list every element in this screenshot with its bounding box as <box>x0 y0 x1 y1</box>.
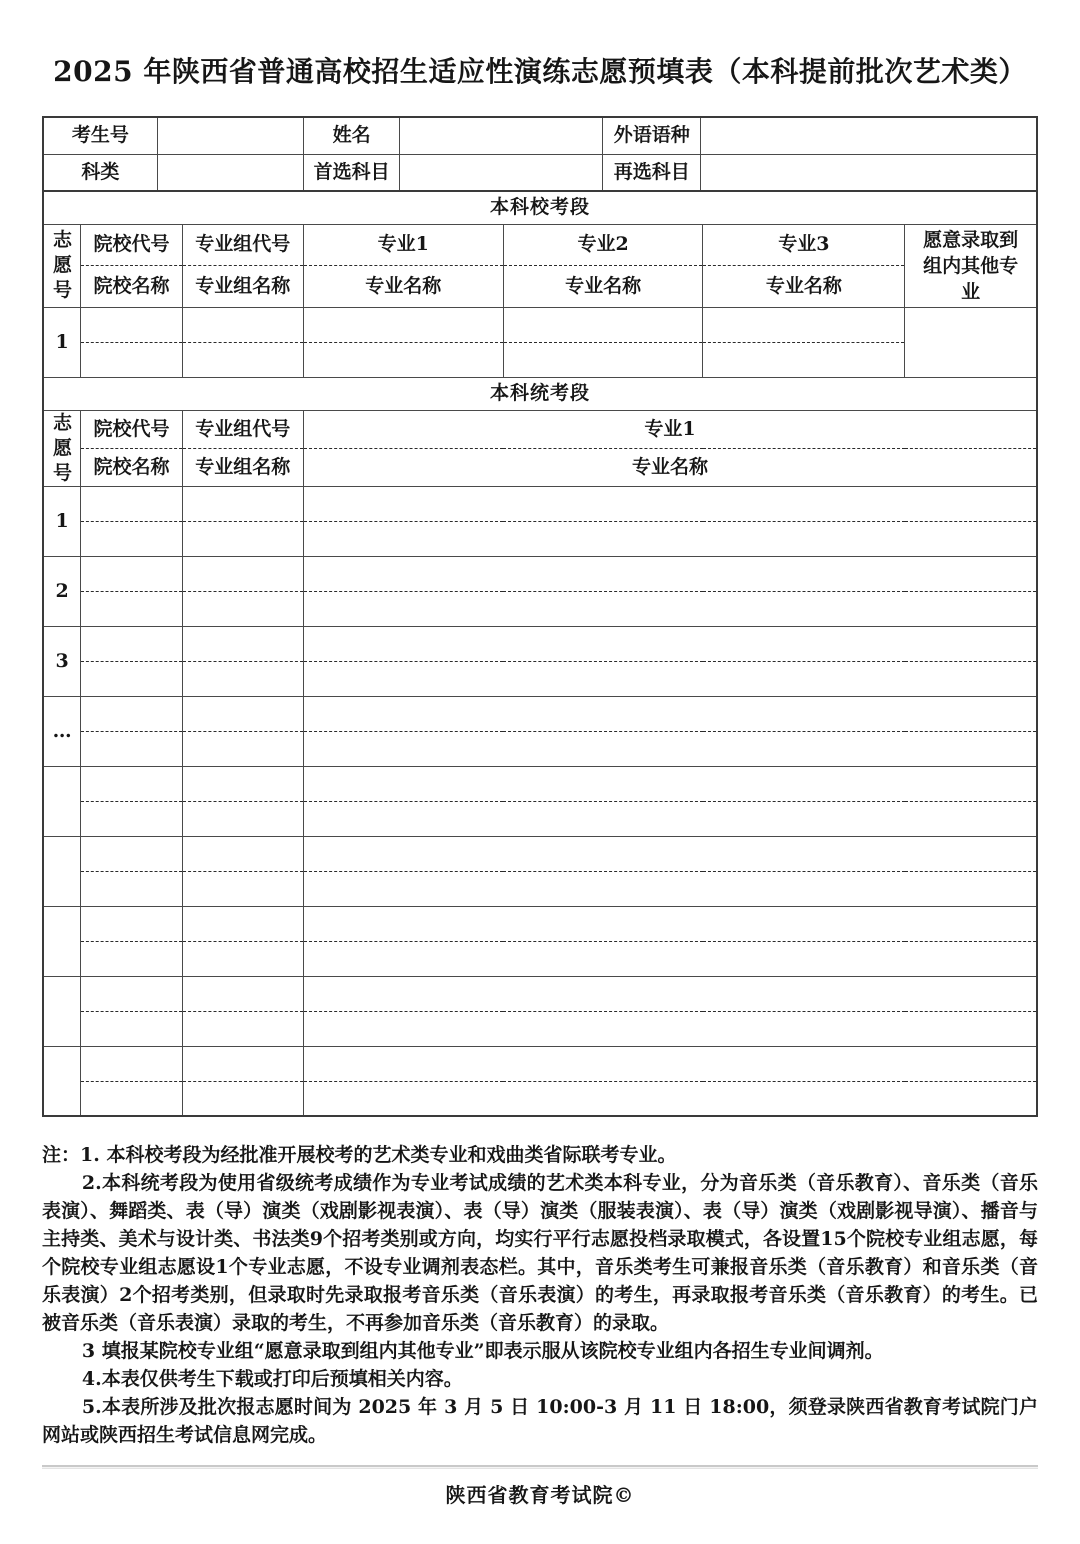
major3-name-header: 专业名称 <box>703 266 905 308</box>
college-name-header: 院校名称 <box>81 448 182 486</box>
note-line-5: 5.本表所涉及批次报志愿时间为 2025 年 3 月 5 日 10:00-3 月 11 日 18:00，须登录陕西省教育考试院门户网站或陕西招生考试信息网完成。 <box>42 1396 1038 1446</box>
note-line-2: 2.本科统考段为使用省级统考成绩作为专业考试成绩的艺术类本科专业，分为音乐类（音乐教育）、音乐类（音乐表演）、舞蹈类、表（导）演类（戏剧影视表演）、表（导）演类（服装表演）、表（导）演类（戏剧影视导演）、播音与主持类、美术与设计类、书法类9个招考类别或方向，均实行平行志愿投档录取模式，各设置15个院校专业组志愿，每个院校专业组志愿设1个专业志愿，不设专业调剂表态栏。其中，音乐类考生可兼报音乐类（音乐教育）和音乐类（音乐表演）2个招考类别，但录取时先录取报考音乐类（音乐表演）的考生，再录取报考音乐类（音乐教育）的考生。已被音乐类（音乐表演）录取的考生，不再参加音乐类（音乐教育）的录取。 <box>42 1172 1038 1334</box>
page-title: 2025 年陕西省普通高校招生适应性演练志愿预填表（本科提前批次艺术类） <box>53 55 1027 88</box>
major-group-code-cell <box>182 836 303 871</box>
major3-code-cell <box>703 307 905 342</box>
major-name-cell <box>303 661 1037 696</box>
major-group-name-cell <box>182 661 303 696</box>
name-label: 姓名 <box>303 117 399 154</box>
major-name-cell <box>303 591 1037 626</box>
major2-name-header: 专业名称 <box>503 266 703 308</box>
major-group-name-cell <box>182 342 303 377</box>
major-code-cell <box>303 626 1037 661</box>
tongkao-section-banner: 本科统考段 <box>43 377 1037 410</box>
college-code-cell <box>81 556 182 591</box>
major-group-code-header: 专业组代号 <box>182 224 303 266</box>
major1-header: 专业1 <box>303 224 503 266</box>
college-code-cell <box>81 1046 182 1081</box>
major1-code-cell <box>303 307 503 342</box>
major-code-cell <box>303 836 1037 871</box>
major1-name-cell <box>303 342 503 377</box>
major-name-header: 专业名称 <box>303 448 1037 486</box>
major-group-code-cell <box>182 626 303 661</box>
college-code-header: 院校代号 <box>81 224 182 266</box>
candidate-info-table <box>42 116 1038 192</box>
tongkao-row-label: 2 <box>43 556 81 626</box>
college-name-header: 院校名称 <box>81 266 182 308</box>
college-name-cell <box>81 871 182 906</box>
foreign-language-label: 外语语种 <box>603 117 701 154</box>
tongkao-row-label <box>43 976 81 1046</box>
subject-category-label: 科类 <box>43 154 157 191</box>
major-group-code-cell <box>182 486 303 521</box>
candidate-no-label: 考生号 <box>43 117 157 154</box>
major-code-cell <box>303 976 1037 1011</box>
college-code-header: 院校代号 <box>81 410 182 448</box>
name-value <box>400 117 603 154</box>
volunteer-no-header: 志愿号 <box>43 224 81 307</box>
major-name-cell <box>303 1011 1037 1046</box>
college-name-cell <box>81 941 182 976</box>
major-code-cell <box>303 906 1037 941</box>
volunteer-table <box>42 190 1038 1117</box>
major-name-cell <box>303 801 1037 836</box>
tongkao-row-label: … <box>43 696 81 766</box>
foreign-language-value <box>701 117 1037 154</box>
major-group-name-cell <box>182 941 303 976</box>
college-code-cell <box>81 976 182 1011</box>
college-name-cell <box>81 1081 182 1116</box>
college-name-cell <box>81 1011 182 1046</box>
major-group-name-header: 专业组名称 <box>182 448 303 486</box>
college-code-cell <box>81 766 182 801</box>
major-group-code-cell <box>182 1046 303 1081</box>
reselect-subject-value <box>701 154 1037 191</box>
major-group-code-cell <box>182 906 303 941</box>
major-name-cell <box>303 941 1037 976</box>
college-name-cell <box>81 731 182 766</box>
major-name-cell <box>303 521 1037 556</box>
major-group-name-cell <box>182 591 303 626</box>
divider-rule <box>42 1465 1038 1469</box>
subject-category-value <box>157 154 303 191</box>
major1-header: 专业1 <box>303 410 1037 448</box>
candidate-no-value <box>157 117 303 154</box>
major-group-name-cell <box>182 801 303 836</box>
college-code-cell <box>81 906 182 941</box>
major-code-cell <box>303 486 1037 521</box>
footer-copyright: 陕西省教育考试院© <box>445 1483 635 1507</box>
note-line-1: 注：1. 本科校考段为经批准开展校考的艺术类专业和戏曲类省际联考专业。 <box>42 1144 677 1166</box>
tongkao-row-label: 1 <box>43 486 81 556</box>
major2-name-cell <box>503 342 703 377</box>
tongkao-row-label <box>43 906 81 976</box>
tongkao-row-label <box>43 836 81 906</box>
major-group-name-cell <box>182 1081 303 1116</box>
major-group-name-cell <box>182 521 303 556</box>
major2-header: 专业2 <box>503 224 703 266</box>
major-code-cell <box>303 766 1037 801</box>
college-code-cell <box>81 307 182 342</box>
major-name-cell <box>303 731 1037 766</box>
college-name-cell <box>81 342 182 377</box>
note-line-3: 3 填报某院校专业组“愿意录取到组内其他专业”即表示服从该院校专业组内各招生专业间调剂。 <box>81 1340 884 1362</box>
major-group-code-cell <box>182 556 303 591</box>
college-code-cell <box>81 626 182 661</box>
xiaokao-row-label: 1 <box>43 307 81 377</box>
first-choice-subject-value <box>400 154 603 191</box>
major-group-code-cell <box>182 696 303 731</box>
major-code-cell <box>303 1046 1037 1081</box>
major-group-name-cell <box>182 871 303 906</box>
major3-name-cell <box>703 342 905 377</box>
major-name-cell <box>303 871 1037 906</box>
major-group-code-cell <box>182 766 303 801</box>
college-code-cell <box>81 486 182 521</box>
tongkao-row-label <box>43 766 81 836</box>
college-code-cell <box>81 696 182 731</box>
willing-transfer-cell <box>905 307 1037 377</box>
willing-transfer-header: 愿意录取到组内其他专业 <box>905 224 1037 307</box>
xiaokao-section-banner: 本科校考段 <box>43 191 1037 224</box>
major-group-name-cell <box>182 731 303 766</box>
major-code-cell <box>303 556 1037 591</box>
major-group-code-header: 专业组代号 <box>182 410 303 448</box>
first-choice-subject-label: 首选科目 <box>303 154 399 191</box>
major-group-name-cell <box>182 1011 303 1046</box>
notes <box>42 1141 1038 1449</box>
reselect-subject-label: 再选科目 <box>603 154 701 191</box>
college-code-cell <box>81 836 182 871</box>
college-name-cell <box>81 661 182 696</box>
college-name-cell <box>81 801 182 836</box>
major-group-code-cell <box>182 307 303 342</box>
major-group-name-header: 专业组名称 <box>182 266 303 308</box>
tongkao-row-label <box>43 1046 81 1116</box>
major2-code-cell <box>503 307 703 342</box>
college-name-cell <box>81 591 182 626</box>
major1-name-header: 专业名称 <box>303 266 503 308</box>
volunteer-no-header: 志愿号 <box>43 410 81 486</box>
note-line-4: 4.本表仅供考生下载或打印后预填相关内容。 <box>81 1368 463 1390</box>
major3-header: 专业3 <box>703 224 905 266</box>
major-group-code-cell <box>182 976 303 1011</box>
major-code-cell <box>303 696 1037 731</box>
major-name-cell <box>303 1081 1037 1116</box>
tongkao-row-label: 3 <box>43 626 81 696</box>
college-name-cell <box>81 521 182 556</box>
